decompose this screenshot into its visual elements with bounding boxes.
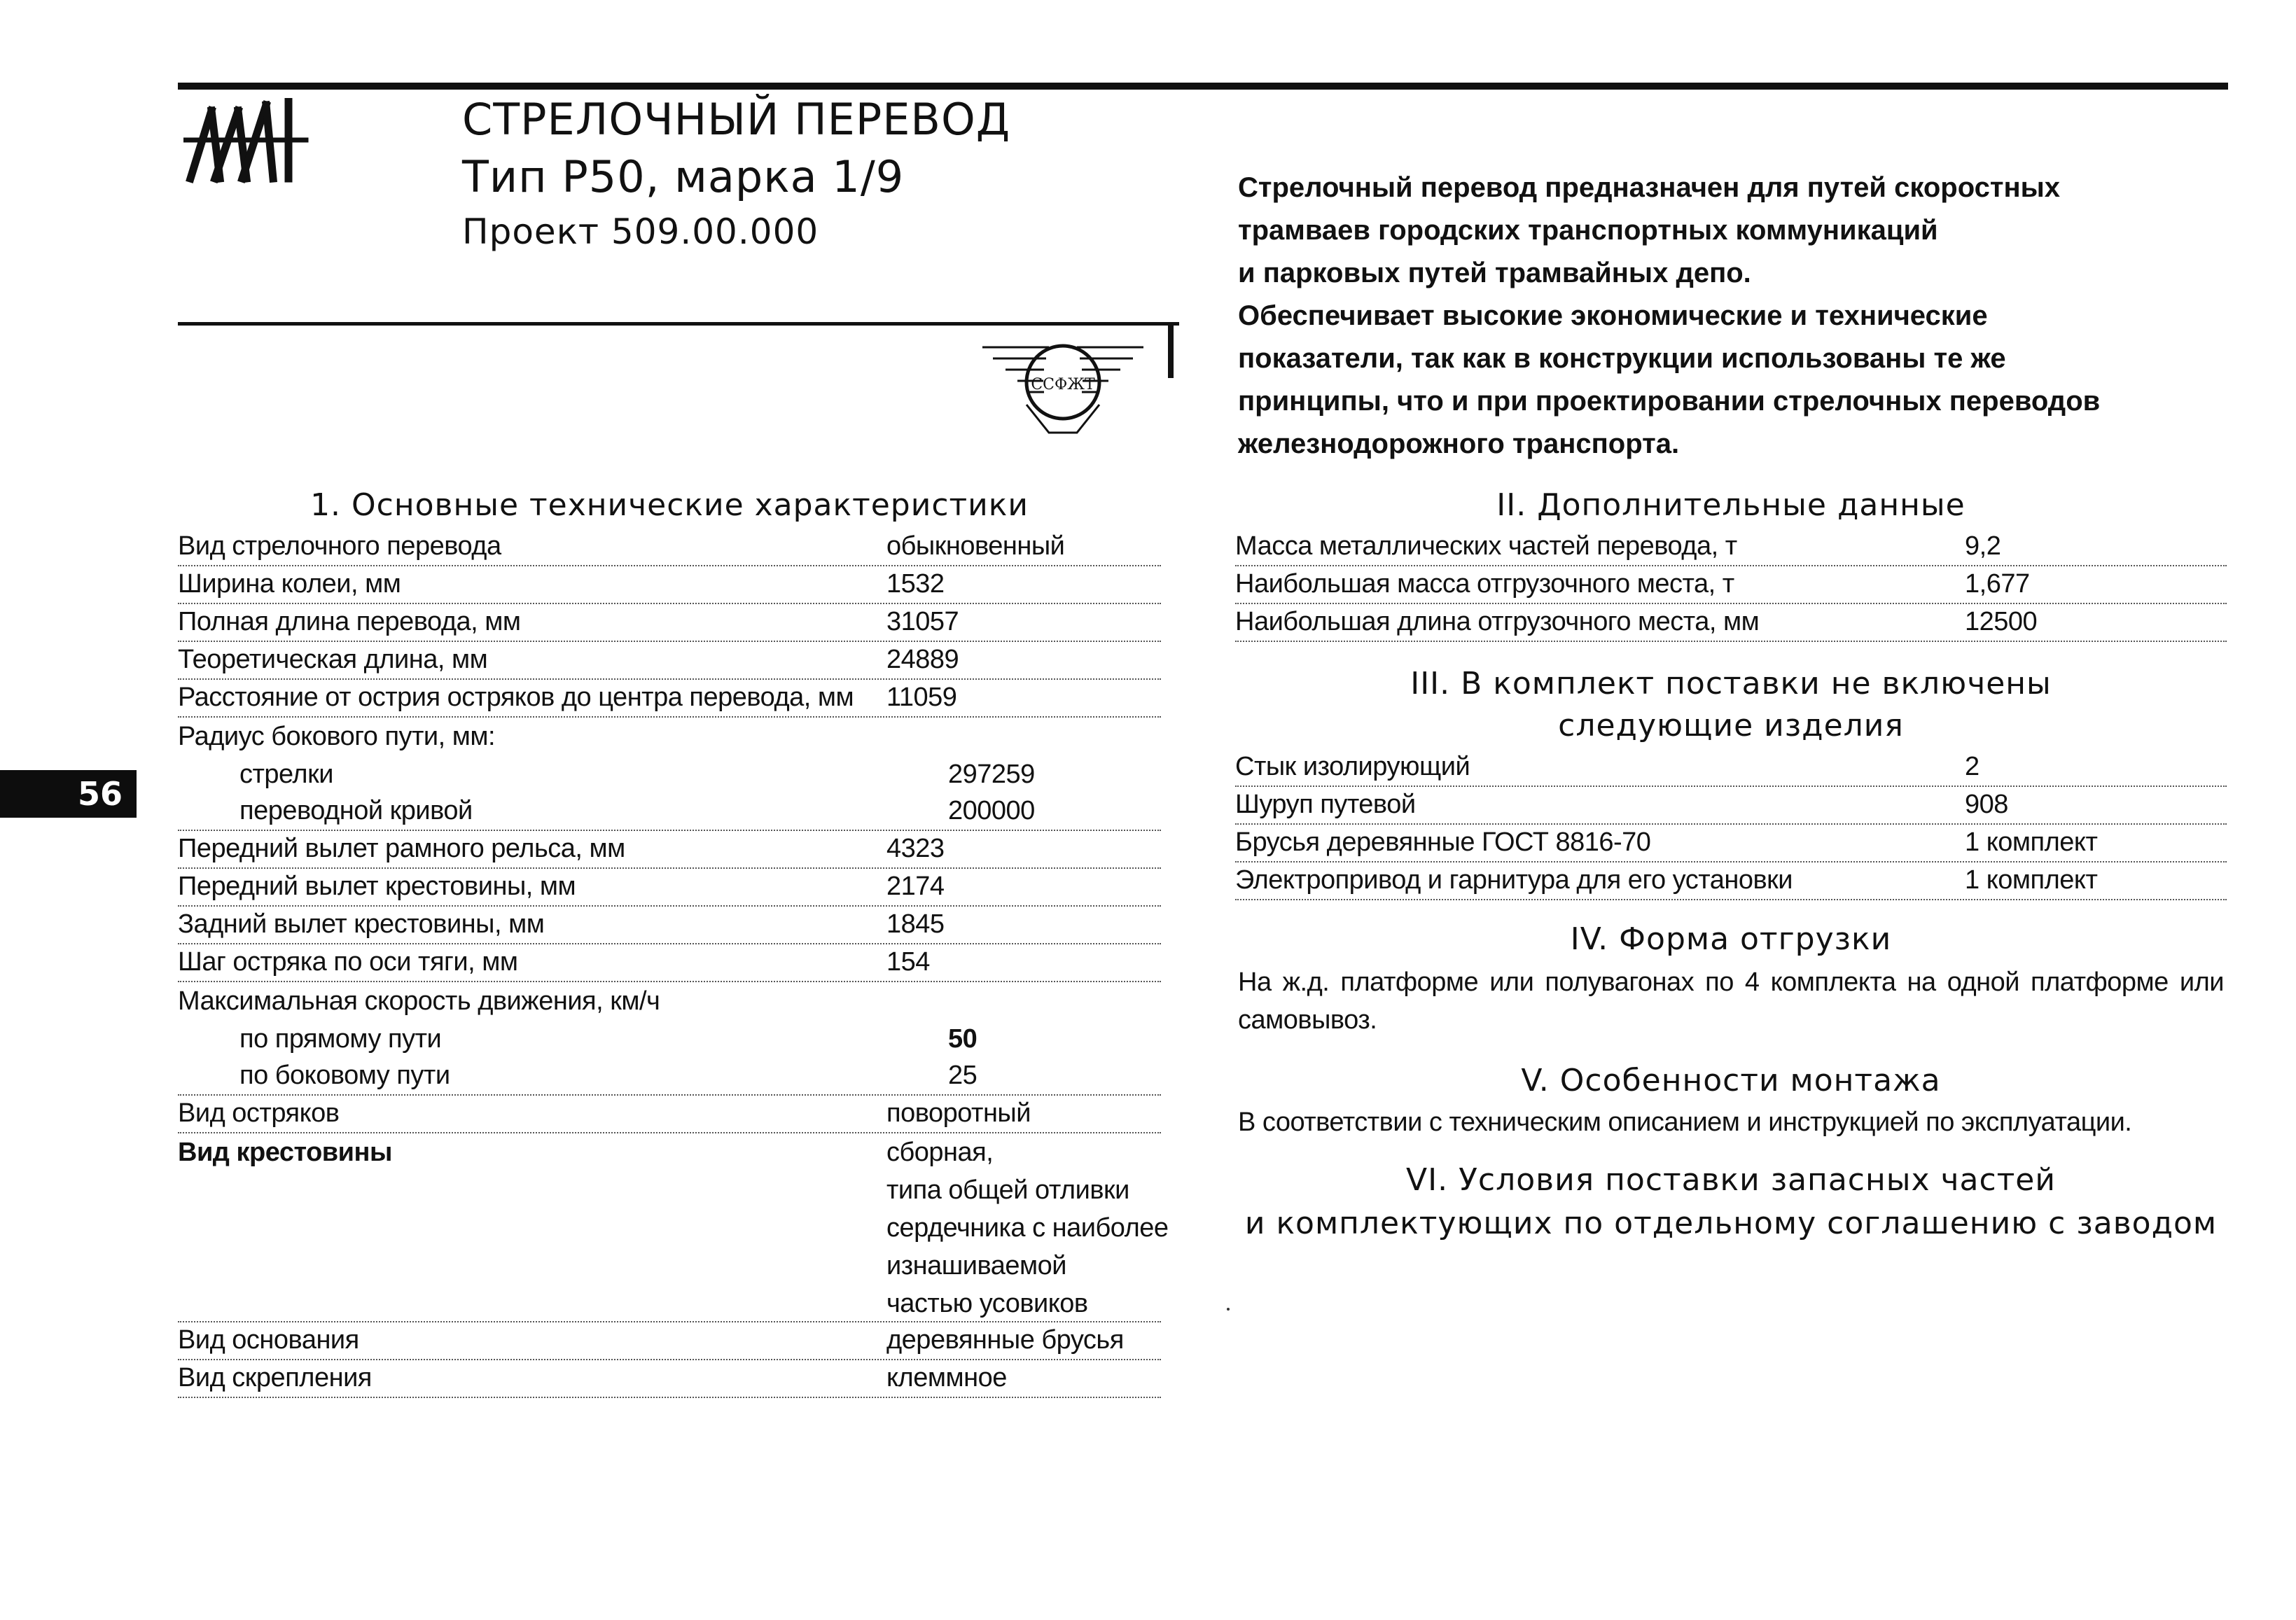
- row-value: обыкновенный: [886, 531, 1065, 561]
- row-value: поворотный: [886, 1098, 1031, 1128]
- row-value: 908: [1965, 790, 2008, 819]
- intro-line: показатели, так как в конструкции использованы те же: [1238, 343, 2006, 374]
- page-number: 56: [0, 770, 137, 818]
- table-row: [178, 907, 1161, 944]
- row-value: 200000: [948, 796, 1035, 825]
- row-value: 1845: [886, 909, 945, 939]
- row-label: Расстояние от острия остряков до центра перевода, мм: [178, 683, 854, 712]
- table-row: [178, 1360, 1161, 1398]
- row-label: Стык изолирующий: [1235, 752, 1470, 781]
- table-row: [1235, 825, 2227, 863]
- row-value: 1 комплект: [1965, 865, 2098, 895]
- row-value-line: сборная,: [886, 1138, 994, 1167]
- row-label: Вид крестовины: [178, 1138, 392, 1167]
- row-label: Масса металлических частей перевода, т: [1235, 531, 1737, 561]
- row-value: 4323: [886, 834, 945, 863]
- row-label: Передний вылет рамного рельса, мм: [178, 834, 625, 863]
- row-value: 50: [948, 1024, 977, 1054]
- row-label: Теоретическая длина, мм: [178, 645, 488, 674]
- row-label: по прямому пути: [239, 1024, 442, 1054]
- intro-line: Обеспечивает высокие экономические и технические: [1238, 300, 1988, 331]
- table-row: [178, 944, 1161, 982]
- section2-title: II. Дополнительные данные: [1496, 487, 1965, 523]
- section1-title: 1. Основные технические характеристики: [310, 487, 1029, 523]
- row-label: Максимальная скорость движения, км/ч: [178, 986, 660, 1016]
- row-label: Шуруп путевой: [1235, 790, 1416, 819]
- row-value: 11059: [886, 683, 957, 712]
- spec-table-main: [178, 529, 1169, 1398]
- additional-data-table: [1235, 529, 2227, 642]
- row-value: [886, 1133, 1169, 1322]
- table-row: [1235, 787, 2227, 825]
- intro-paragraph: [1238, 167, 2232, 466]
- row-value: деревянные брусья: [886, 1325, 1124, 1355]
- row-value: 9,2: [1965, 531, 2001, 561]
- row-value: 1 комплект: [1965, 828, 2098, 857]
- table-row: [178, 1133, 1169, 1322]
- table-row: [178, 1096, 1161, 1133]
- row-label: по боковому пути: [239, 1061, 450, 1090]
- table-row: [178, 604, 1161, 642]
- table-row: [178, 680, 1161, 718]
- row-value: 2: [1965, 752, 1980, 781]
- row-value: 25: [948, 1061, 977, 1090]
- table-row: [178, 529, 1161, 566]
- row-value: 2174: [886, 872, 945, 901]
- row-label: Передний вылет крестовины, мм: [178, 872, 576, 901]
- row-value-line: типа общей отливки: [886, 1175, 1129, 1205]
- intro-line: и парковых путей трамвайных депо.: [1238, 258, 1751, 288]
- table-row: [1235, 749, 2227, 787]
- excluded-items-table: [1235, 749, 2227, 900]
- intro-line: трамваев городских транспортных коммуникаций: [1238, 215, 1938, 246]
- table-row: [178, 1322, 1161, 1360]
- table-row: [1235, 529, 2227, 566]
- emblem-logo: [979, 335, 1147, 440]
- section3-title: III. В комплект поставки не включены: [1410, 666, 2052, 701]
- emblem-text: ССФЖТ: [1031, 376, 1095, 393]
- row-value: 154: [886, 947, 930, 977]
- table-row: [178, 831, 1161, 869]
- shipping-text: На ж.д. платформе или полувагонах по 4 комплекта на одной платформе или самовывоз.: [1238, 968, 2224, 1035]
- row-label: Наибольшая масса отгрузочного места, т: [1235, 569, 1734, 599]
- row-label: Брусья деревянные ГОСТ 8816-70: [1235, 828, 1651, 857]
- table-row: [178, 982, 1161, 1020]
- table-row: [1235, 863, 2227, 900]
- table-row: [178, 642, 1161, 680]
- row-value: 297259: [948, 760, 1035, 789]
- stray-dot: [1227, 1308, 1230, 1311]
- row-label: Вид стрелочного перевода: [178, 531, 501, 561]
- row-label: Шаг остряка по оси тяги, мм: [178, 947, 518, 977]
- row-value: 24889: [886, 645, 959, 674]
- page-subtitle-type: Тип Р50, марка 1/9: [462, 151, 905, 202]
- row-label: Вид основания: [178, 1325, 359, 1355]
- row-value: 1,677: [1965, 569, 2030, 599]
- row-label: переводной кривой: [239, 796, 473, 825]
- top-rule: [178, 83, 2228, 90]
- section3-title-line2: следующие изделия: [1558, 708, 1904, 743]
- header-divider: [178, 322, 1179, 326]
- page-subtitle-project: Проект 509.00.000: [462, 211, 819, 252]
- row-value-line: частью усовиков: [886, 1289, 1088, 1318]
- row-value: 1532: [886, 569, 945, 599]
- row-label: Радиус бокового пути, мм:: [178, 722, 496, 751]
- row-value-line: сердечника с наиболее: [886, 1213, 1169, 1243]
- section6-title-line2: и комплектующих по отдельному соглашению с заводом: [1244, 1206, 2218, 1241]
- intro-line: Стрелочный перевод предназначен для путей скоростных: [1238, 172, 2061, 203]
- table-row: [178, 718, 1161, 755]
- turnout-tracks-icon: [183, 98, 309, 186]
- table-row: [178, 869, 1161, 907]
- row-label: Вид остряков: [178, 1098, 340, 1128]
- row-label: Задний вылет крестовины, мм: [178, 909, 545, 939]
- row-label: стрелки: [239, 760, 333, 789]
- table-row: [178, 755, 1161, 793]
- row-value: 12500: [1965, 607, 2038, 636]
- row-label: Полная длина перевода, мм: [178, 607, 521, 636]
- row-value: 31057: [886, 607, 959, 636]
- table-row: [1235, 566, 2227, 604]
- table-row: [178, 1058, 1161, 1096]
- section4-title: IV. Форма отгрузки: [1570, 921, 1892, 957]
- page-title: СТРЕЛОЧНЫЙ ПЕРЕВОД: [462, 94, 1011, 145]
- row-label: Вид скрепления: [178, 1363, 372, 1392]
- table-row: [1235, 604, 2227, 642]
- row-label: Электропривод и гарнитура для его установки: [1235, 865, 1793, 895]
- section5-title: V. Особенности монтажа: [1521, 1063, 1941, 1098]
- table-row: [178, 566, 1161, 604]
- intro-line: железнодорожного транспорта.: [1238, 428, 1680, 459]
- mounting-text: В соответствии с техническим описанием и инструкцией по эксплуатации.: [1238, 1108, 2132, 1137]
- row-value-line: изнашиваемой: [886, 1251, 1066, 1280]
- header-divider-tick: [1168, 322, 1174, 378]
- intro-line: принципы, что и при проектировании стрелочных переводов: [1238, 386, 2101, 417]
- row-label: Ширина колеи, мм: [178, 569, 401, 599]
- row-label: Наибольшая длина отгрузочного места, мм: [1235, 607, 1760, 636]
- row-value: клеммное: [886, 1363, 1007, 1392]
- section6-title: VI. Условия поставки запасных частей: [1406, 1162, 2056, 1198]
- table-row: [178, 793, 1161, 831]
- table-row: [178, 1020, 1161, 1058]
